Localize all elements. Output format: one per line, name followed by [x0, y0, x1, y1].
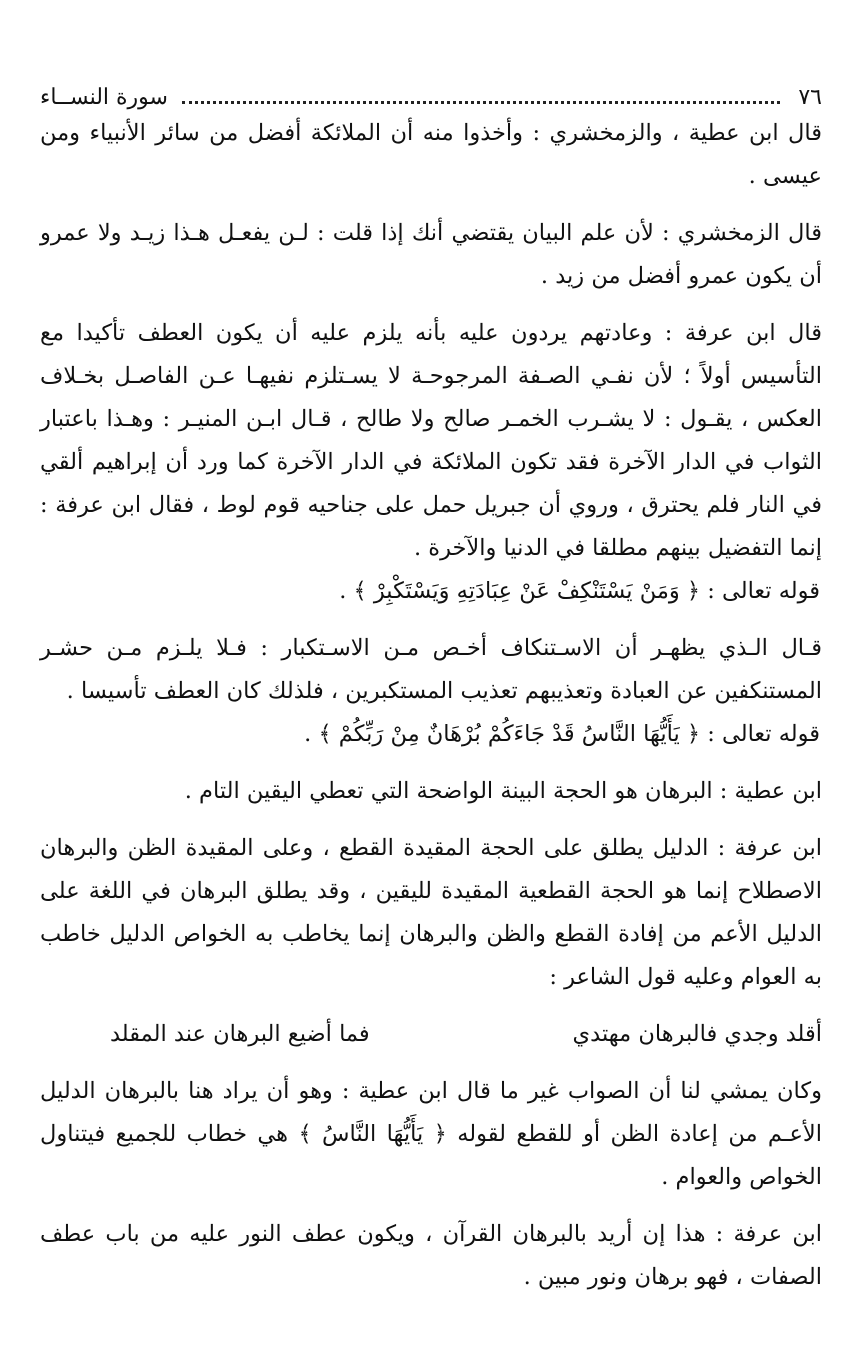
surah-title: سورة النســاء — [40, 85, 168, 110]
quran-verse: ﴿ يَأَيُّهَا النَّاسُ قَدْ جَاءَكُمْ بُرْهَانٌ مِنْ رَبِّكُمْ ﴾ — [318, 721, 701, 747]
poem-hemistich-right: أقلد وجدي فالبرهان مهتدي — [572, 1021, 822, 1047]
poem-hemistich-left: فما أضيع البرهان عند المقلد — [110, 1021, 370, 1047]
header-dotted-leader — [182, 101, 780, 104]
running-header — [40, 72, 822, 112]
verse-intro: قوله تعالى : — [700, 578, 820, 604]
paragraph-8: ابن عرفة : الدليل يطلق على الحجة المقيدة القطع ، وعلى المقيدة الظن والبرهان الاصطلاح إنما هو الحجة القطعية المقيدة لليقين ، وقد يطلق البرهان في اللغة على الدليل الأعم من إفادة القطع والظن والبرهان إنما يخاطب به الخواص الدليل خاطب به العوام وعليه قول الشاعر : — [40, 835, 822, 990]
paragraph-9-text-b: هي خطاب للجميع فيتناول الخواص والعوام . — [40, 1121, 822, 1190]
poem-verse — [40, 1013, 822, 1056]
verse-line-2 — [40, 713, 822, 756]
verse-end: . — [339, 578, 354, 604]
verse-line-1 — [40, 570, 822, 613]
paragraph-7: ابن عطية : البرهان هو الحجة البينة الواضحة التي تعطي اليقين التام . — [184, 778, 822, 804]
paragraph-1: قال ابن عطية ، والزمخشري : وأخذوا منه أن الملائكة أفضل من سائر الأنبياء ومن عيسى . — [40, 120, 822, 189]
page-number: ٧٦ — [798, 85, 822, 110]
paragraph-3: قال ابن عرفة : وعادتهم يردون عليه بأنه يلزم عليه أن يكون العطف تأكيدا مع التأسيس أولاً ؛ لأن نفـي الصـفة المرجوحـة لا يسـتلزم نفيهـا عـن الفاصـل بخـلاف العكس ، يقـول : لا يشـرب الخمـر صالح ولا طالح ، قـال ابـن المنيـر : وهـذا باعتبار الثواب في الدار الآخرة فقد تكون الملائكة في الدار الآخرة كما ورد أن إبراهيم ألقي في النار فلم يحترق ، وروي أن جبريل حمل على جناحيه قوم لوط ، فقال ابن عرفة : إنما التفضيل بينهم مطلقا في الدنيا والآخرة . — [40, 320, 822, 561]
paragraph-9 — [40, 1070, 822, 1199]
quran-verse: ﴿ وَمَنْ يَسْتَنْكِفْ عَنْ عِبَادَتِهِ وَيَسْتَكْبِرْ ﴾ — [353, 578, 701, 604]
book-page — [40, 72, 822, 1299]
quran-verse: ﴿ يَأَيُّهَا النَّاسُ ﴾ — [298, 1121, 447, 1147]
verse-end: . — [304, 721, 319, 747]
verse-intro: قوله تعالى : — [700, 721, 820, 747]
paragraph-2: قال الزمخشري : لأن علم البيان يقتضي أنك إذا قلت : لـن يفعـل هـذا زيـد ولا عمرو أن يكون عمرو أفضل من زيد . — [40, 220, 822, 289]
paragraph-10: ابن عرفة : هذا إن أريد بالبرهان القرآن ، ويكون عطف النور عليه من باب عطف الصفات ، فهو برهان ونور مبين . — [40, 1221, 822, 1290]
paragraph-5: قـال الـذي يظهـر أن الاسـتنكاف أخـص مـن الاسـتكبار : فـلا يلـزم مـن حشـر المستنكفين عن العبادة وتعذيبهم تعذيب المستكبرين ، فلذلك كان العطف تأسيسا . — [40, 635, 822, 704]
paragraph-9-text-a: وكان يمشي لنا أن الصواب غير ما قال ابن عطية : وهو أن يراد هنا بالبرهان الدليل الأعـم من إعادة الظن أو للقطع لقوله — [40, 1078, 822, 1147]
